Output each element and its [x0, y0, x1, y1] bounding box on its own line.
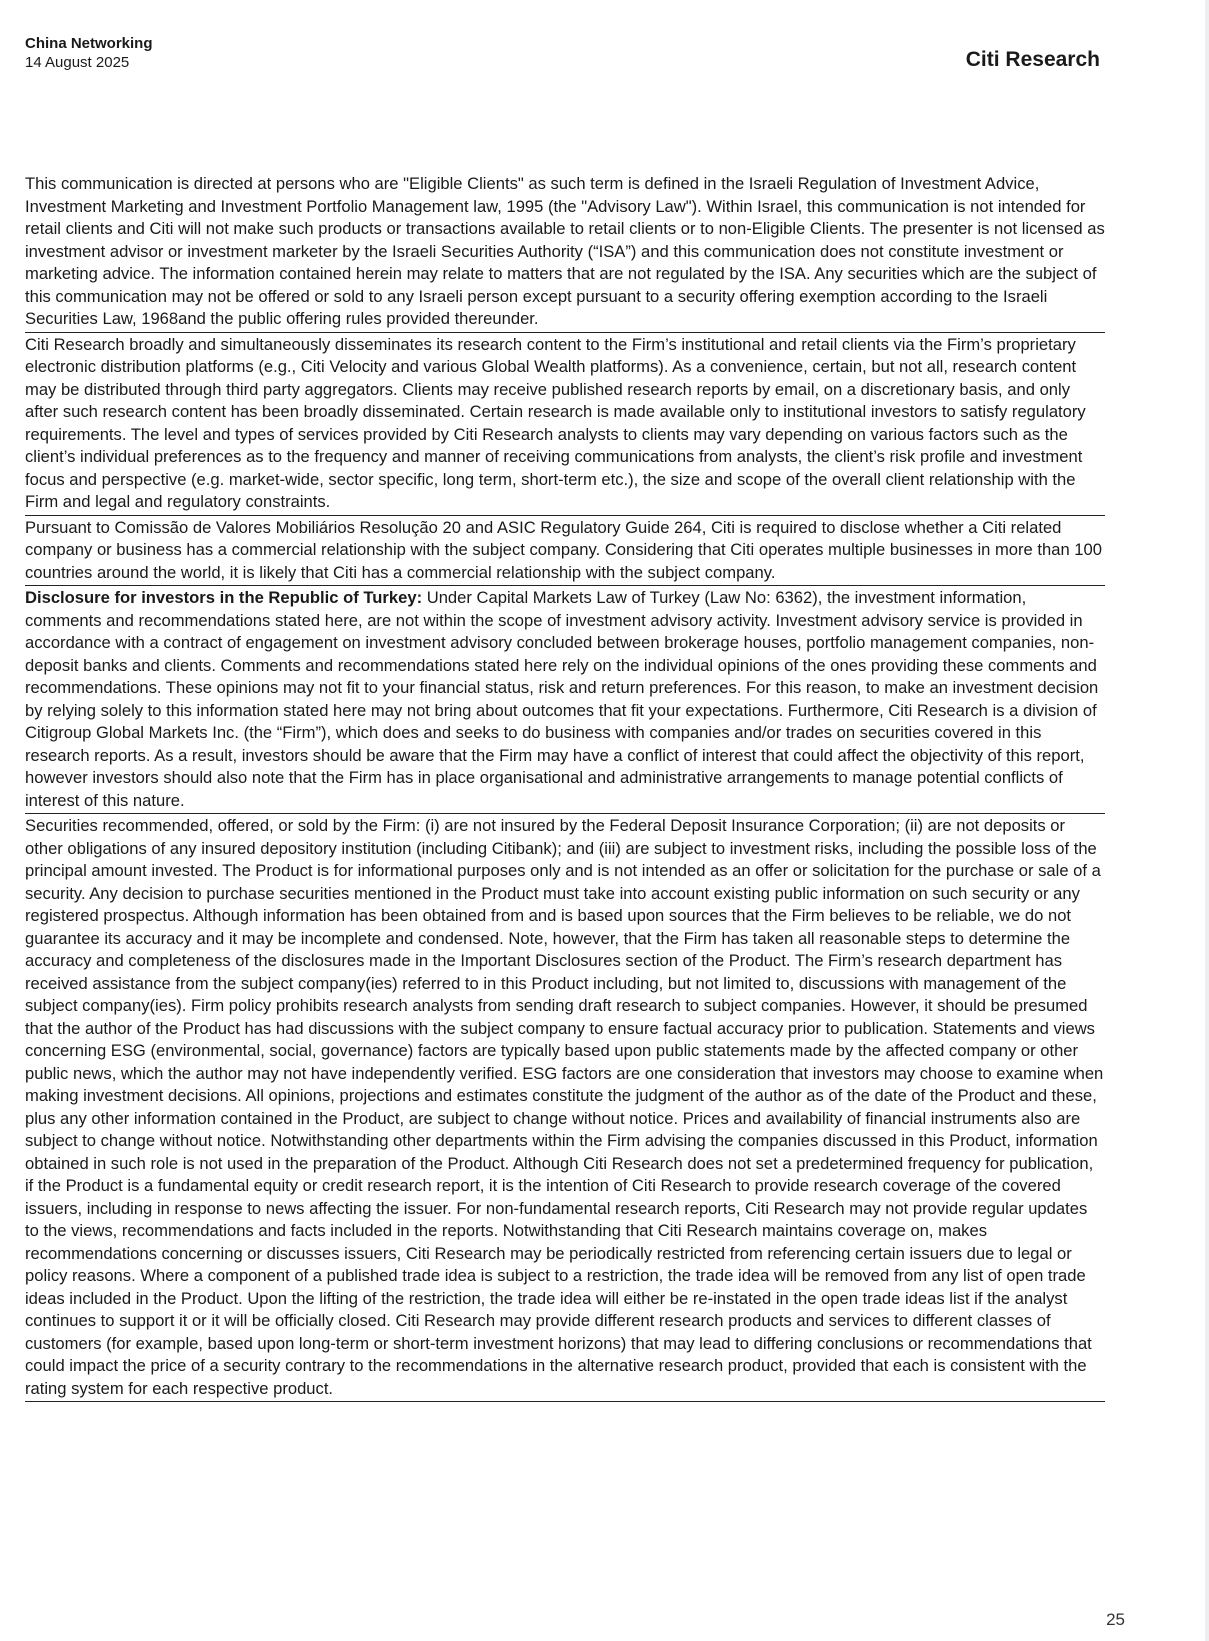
section-text: Citi Research broadly and simultaneously disseminates its research content to the Firm’s institutional and retail clients via the Firm’s proprietary electronic distribution platforms (e.g., Citi Velocity and various Global Wealth platforms). As a convenience, certain, but not all, research content may be distributed through third party aggregators. Clients may receive published research reports by email, on a discretionary basis, and only after such research content has been broadly disseminated. Certain research is made available only to institutional investors to satisfy regulatory requirements. The level and types of services provided by Citi Research analysts to clients may vary depending on various factors such as the client’s individual preferences as to the frequency and manner of receiving communications from analysts, the client’s risk profile and investment focus and perspective (e.g. market-wide, sector specific, long term, short-term etc.), the size and scope of the overall client relationship with the Firm and legal and regulatory constraints.	[25, 334, 1086, 511]
section-text: This communication is directed at persons who are "Eligible Clients" as such term is defined in the Israeli Regulation of Investment Advice, Investment Marketing and Investment Portfolio Management law, 1995 (the "Advisory Law"). Within Israel, this communication is not intended for retail clients and Citi will not make such products or transactions available to retail clients or to non-Eligible Clients. The presenter is not licensed as investment advisor or investment marketer by the Israeli Securities Authority (“ISA”) and this communication does not constitute investment or marketing advice. The information contained herein may relate to matters that are not regulated by the ISA. Any securities which are the subject of this communication may not be offered or sold to any Israeli person except pursuant to a security offering exemption according to the Israeli Securities Law, 1968and the public offering rules provided thereunder.	[25, 174, 1105, 328]
section-text: Under Capital Markets Law of Turkey (Law No: 6362), the investment information, comments and recommendations stated here, are not within the scope of investment advisory activity. Investment advisory service is provided in accordance with a contract of engagement on investment advisory concluded between brokerage houses, portfolio management companies, non-deposit banks and clients. Comments and recommendations stated here rely on the individual opinions of the ones providing these comments and recommendations. These opinions may not fit to your financial status, risk and return preferences. For this reason, to make an investment decision by relying solely to this information stated here may not bring about outcomes that fit your expectations. Furthermore, Citi Research is a division of Citigroup Global Markets Inc. (the “Firm”), which does and seeks to do business with companies and/or trades on securities covered in this research reports. As a result, investors should be aware that the Firm may have a conflict of interest that could affect the objectivity of this report, however investors should also note that the Firm has in place organisational and administrative arrangements to manage potential conflicts of interest of this nature.	[25, 588, 1099, 810]
disclosure-commercial-relationship	[25, 517, 1105, 587]
disclosures-body	[25, 173, 1105, 1403]
brand-name: Citi Research	[965, 48, 1100, 71]
page-edge	[1205, 0, 1209, 1641]
disclosure-turkey	[25, 587, 1105, 814]
report-title: China Networking	[25, 35, 153, 52]
section-text: Securities recommended, offered, or sold by the Firm: (i) are not insured by the Federal Deposit Insurance Corporation; (ii) are not deposits or other obligations of any insured depository institution (including Citibank); and (iii) are subject to investment risks, including the possible loss of the principal amount invested. The Product is for informational purposes only and is not intended as an offer or solicitation for the purchase or sale of a security. Any decision to purchase securities mentioned in the Product must take into account existing public information on such security or any registered prospectus. Although information has been obtained from and is based upon sources that the Firm believes to be reliable, we do not guarantee its accuracy and it may be incomplete and condensed. Note, however, that the Firm has taken all reasonable steps to determine the accuracy and completeness of the disclosures made in the Important Disclosures section of the Product. The Firm’s research department has received assistance from the subject company(ies) referred to in this Product including, but not limited to, discussions with management of the subject company(ies). Firm policy prohibits research analysts from sending draft research to subject companies. However, it should be presumed that the author of the Product has had discussions with the subject company to ensure factual accuracy prior to publication. Statements and views concerning ESG (environmental, social, governance) factors are typically based upon public statements made by the affected company or other public news, which the author may not have independently verified. ESG factors are one consideration that investors may choose to examine when making investment decisions. All opinions, projections and estimates constitute the judgment of the author as of the date of the Product and these, plus any other information contained in the Product, are subject to change without notice. Prices and availability of financial instruments also are subject to change without notice. Notwithstanding other departments within the Firm advising the companies discussed in this Product, information obtained in such role is not used in the preparation of the Product. Although Citi Research does not set a predetermined frequency for publication, if the Product is a fundamental equity or credit research report, it is the intention of Citi Research to provide research coverage of the covered issuers, including in response to news affecting the issuer. For non-fundamental research reports, Citi Research may not provide regular updates to the views, recommendations and facts included in the reports. Notwithstanding that Citi Research maintains coverage on, makes recommendations concerning or discusses issuers, Citi Research may be periodically restricted from referencing certain issuers due to legal or policy reasons. Where a component of a published trade idea is subject to a restriction, the trade idea will be removed from any list of open trade ideas included in the Product. Upon the lifting of the restriction, the trade idea will either be re-instated in the open trade ideas list if the analyst continues to support it or it will be officially closed. Citi Research may provide different research products and services to different classes of customers (for example, based upon long-term or short-term investment horizons) that may lead to differing conclusions or recommendations that could impact the price of a security contrary to the recommendations in the alternative research product, provided that each is consistent with the rating system for each respective product.	[25, 816, 1104, 1398]
page-number: 25	[1106, 1610, 1125, 1629]
report-header	[25, 34, 153, 72]
section-bold-lead: Disclosure for investors in the Republic of Turkey:	[25, 588, 423, 607]
disclosure-securities	[25, 815, 1105, 1402]
report-date: 14 August 2025	[25, 54, 130, 71]
section-text: Pursuant to Comissão de Valores Mobiliários Resolução 20 and ASIC Regulatory Guide 264, Citi is required to disclose whether a Citi related company or business has a commercial relationship with the subject company. Considering that Citi operates multiple businesses in more than 100 countries around the world, it is likely that Citi has a commercial relationship with the subject company.	[25, 517, 1102, 582]
disclosure-research-distribution	[25, 334, 1105, 516]
disclosure-israel	[25, 173, 1105, 333]
